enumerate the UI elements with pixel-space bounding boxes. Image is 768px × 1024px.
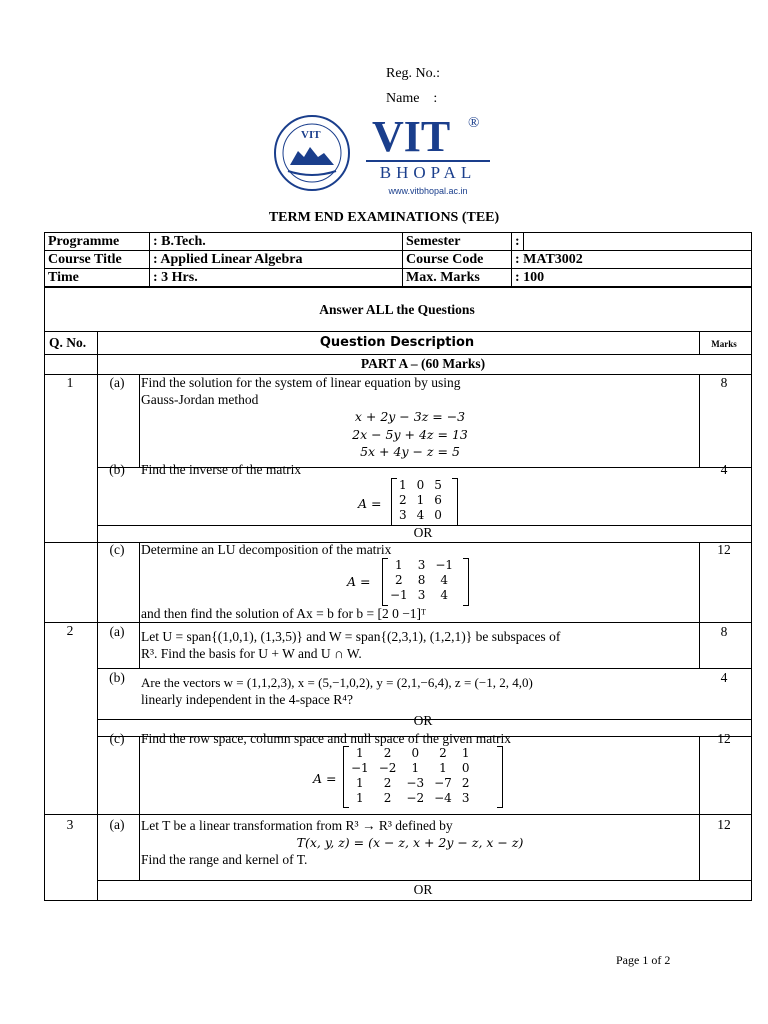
course-code-label: Course Code: [403, 251, 512, 269]
q2b-label: (b): [109, 670, 125, 685]
q2c-marks: 12: [717, 731, 731, 746]
q1a-equation-2: 2x − 5y + 4z = 13: [352, 427, 468, 442]
q3-number: 3: [66, 817, 74, 832]
website-url: www.vitbhopal.ac.in: [388, 186, 468, 196]
q1b-matrix-cell: 3: [399, 508, 407, 522]
q1a-text-line1: Find the solution for the system of linear equation by using: [141, 375, 461, 390]
q2b-text-line2: linearly independent in the 4-space R⁴?: [141, 692, 354, 707]
q2a-label: (a): [109, 624, 125, 639]
programme-value: : B.Tech.: [150, 233, 403, 251]
programme-label: Programme: [45, 233, 150, 251]
q2c-matrix-cell: −7: [434, 776, 452, 790]
q3a-label: (a): [109, 817, 125, 832]
q1c-matrix-cell: 2: [395, 573, 403, 587]
q1b-label: (b): [109, 462, 125, 477]
q2c-matrix-cell: 1: [461, 746, 470, 760]
q2a-text-line1: Let U = span{(1,0,1), (1,3,5)} and W = span{(2,3,1), (1,2,1)} be subspaces of: [141, 629, 561, 644]
q2c-matrix-cell: 0: [461, 761, 470, 775]
q2c-matrix-cell: 2: [383, 776, 392, 790]
q3a-text-line3: Find the range and kernel of T.: [141, 852, 308, 867]
q1c-tail: and then find the solution of Ax = b for b = [2 0 −1]ᵀ: [141, 606, 426, 621]
course-title-label: Course Title: [45, 251, 150, 269]
q1c-matrix-cell: 4: [440, 588, 449, 602]
q2c-matrix: [346, 746, 474, 806]
course-title-value: : Applied Linear Algebra: [150, 251, 403, 269]
q1c-text: Determine an LU decomposition of the matrix: [141, 542, 392, 557]
q1b-matrix-cell: 0: [434, 508, 442, 522]
q1c-matrix-lhs: A =: [347, 574, 371, 589]
q2b-text-line1: Are the vectors w = (1,1,2,3), x = (5,−1,0,2), y = (2,1,−6,4), z = (−1, 2, 4,0): [141, 675, 533, 690]
q1b-marks: 4: [720, 462, 728, 477]
qno-header: Q. No.: [49, 335, 87, 350]
q3a-text-line1: Let T be a linear transformation from R³ → R³ defined by: [141, 818, 453, 833]
q2c-matrix-cell: 2: [383, 791, 392, 805]
time-label: Time: [45, 269, 150, 287]
part-a-heading: PART A – (60 Marks): [360, 356, 486, 371]
q2c-matrix-cell: 2: [439, 746, 447, 760]
or-divider-3: OR: [413, 882, 433, 897]
q1a-equation-3: 5x + 4y − z = 5: [360, 444, 460, 459]
max-marks-label: Max. Marks: [403, 269, 512, 287]
q1c-matrix-cell: 3: [417, 588, 426, 602]
registered-mark: ®: [468, 115, 480, 131]
q2c-text: Find the row space, column space and null space of the given matrix: [141, 731, 512, 746]
semester-label: Semester: [403, 233, 512, 251]
q3a-equation: T(x, y, z) = (x − z, x + 2y − z, x − z): [296, 835, 524, 850]
q1c-matrix-cell: 1: [395, 558, 403, 572]
q1a-label: (a): [109, 375, 125, 390]
q2c-matrix-cell: 1: [356, 791, 364, 805]
max-marks-value: : 100: [512, 269, 752, 287]
q1b-matrix-cell: 4: [416, 508, 425, 522]
page-number: Page 1 of 2: [616, 953, 671, 967]
q2-number: 2: [66, 623, 74, 638]
q2c-matrix-cell: −2: [378, 761, 397, 775]
q2c-matrix-cell: 1: [439, 761, 447, 775]
q2c-matrix-cell: 2: [461, 776, 470, 790]
q1c-matrix-cell: 4: [440, 573, 449, 587]
q1b-matrix: [394, 478, 447, 524]
q1c-matrix-cell: 3: [417, 558, 426, 572]
q1b-matrix-cell: 1: [416, 493, 425, 507]
q1b-matrix-cell: 0: [416, 478, 425, 492]
q2c-matrix-cell: −2: [406, 791, 425, 805]
name-label: Name :: [386, 91, 438, 106]
q2c-matrix-cell: 1: [356, 776, 364, 790]
semester-value: :: [512, 233, 524, 251]
time-value: : 3 Hrs.: [150, 269, 403, 287]
q1c-matrix: [385, 558, 458, 603]
vit-logo: [274, 113, 500, 199]
q2c-matrix-cell: −1: [351, 761, 369, 775]
q1a-text-line2: Gauss-Jordan method: [141, 392, 259, 407]
q1c-matrix-cell: 8: [417, 573, 426, 587]
q1b-matrix-lhs: A =: [358, 496, 382, 511]
q1c-matrix-cell: −1: [390, 588, 408, 602]
instruction: Answer ALL the Questions: [319, 302, 475, 317]
course-code-value: : MAT3002: [512, 251, 752, 269]
q2c-matrix-cell: 1: [411, 761, 420, 775]
campus-name: BHOPAL: [379, 163, 477, 182]
reg-no-label: Reg. No.:: [386, 66, 441, 81]
q1b-matrix-cell: 6: [434, 493, 442, 507]
marks-header: Marks: [711, 339, 737, 349]
description-header: Question Description: [319, 335, 475, 350]
q2c-matrix-cell: 0: [411, 746, 420, 760]
q1a-equation-1: x + 2y − 3z = −3: [354, 409, 466, 424]
q2c-matrix-cell: −4: [434, 791, 452, 805]
exam-title: TERM END EXAMINATIONS (TEE): [268, 210, 500, 225]
q2a-marks: 8: [720, 624, 728, 639]
q2a-text-line2: R³. Find the basis for U + W and U ∩ W.: [141, 646, 362, 661]
seal-text: VIT: [301, 129, 321, 141]
q2c-matrix-cell: 2: [383, 746, 392, 760]
q2c-label: (c): [109, 731, 125, 746]
q1b-matrix-cell: 5: [434, 478, 442, 492]
or-divider-1: OR: [413, 525, 433, 540]
q2c-matrix-lhs: A =: [313, 771, 337, 786]
or-divider-2: OR: [413, 713, 433, 728]
q1c-matrix-cell: −1: [435, 558, 454, 572]
q1-number: 1: [66, 375, 74, 390]
q1c-label: (c): [109, 542, 125, 557]
q2c-matrix-cell: 3: [461, 791, 470, 805]
q2c-matrix-cell: −3: [406, 776, 425, 790]
q1b-matrix-cell: 2: [399, 493, 407, 507]
q2c-matrix-cell: 1: [356, 746, 364, 760]
q2b-marks: 4: [720, 670, 728, 685]
brand-name: VIT: [372, 112, 451, 161]
q1b-matrix-cell: 1: [399, 478, 407, 492]
q1b-text: Find the inverse of the matrix: [141, 462, 302, 477]
q1c-marks: 12: [717, 542, 731, 557]
q3a-marks: 12: [717, 817, 731, 832]
q1a-marks: 8: [720, 375, 728, 390]
course-info-table: [44, 232, 752, 287]
